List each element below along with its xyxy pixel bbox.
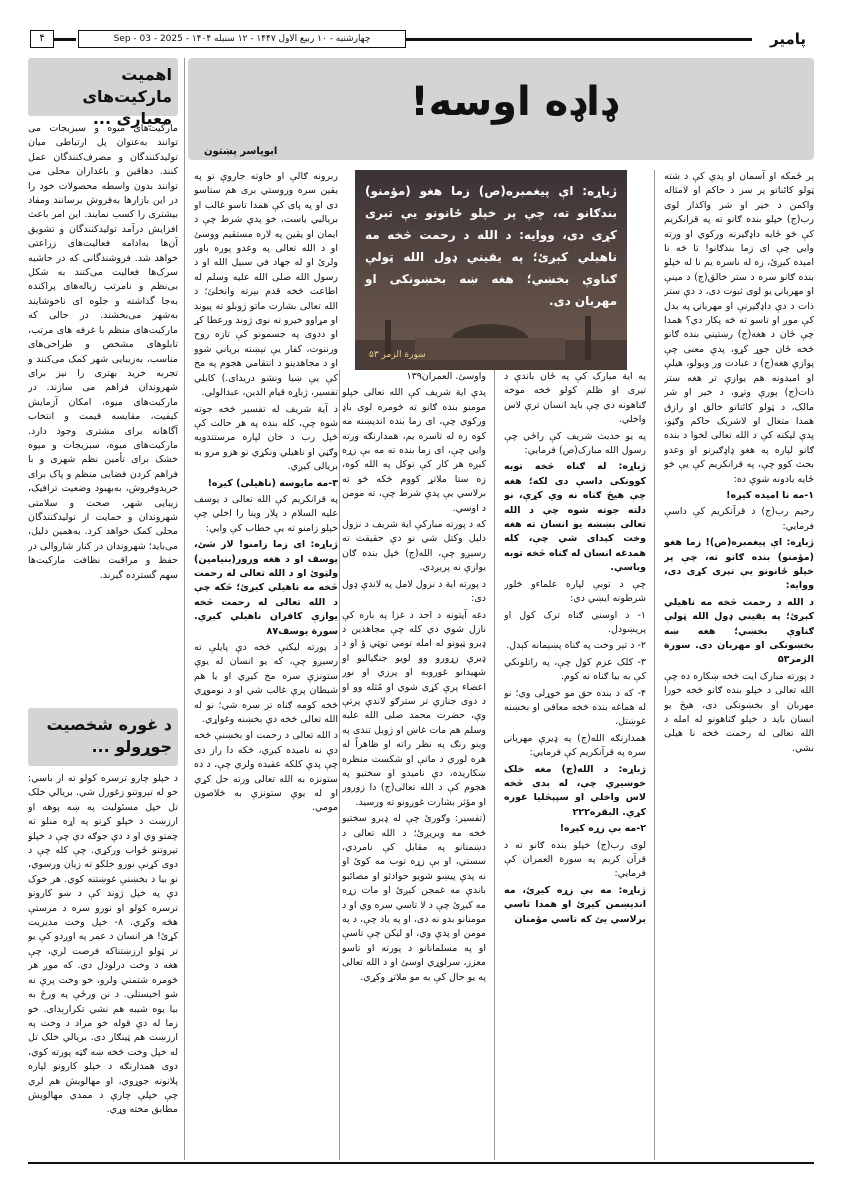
list-item: ۲- د تېر وخت په ګناه پښېمانه کېدل. xyxy=(506,640,646,652)
paragraph: ربرونه ګالې او خاوته جاروې تو په يقين سره وروستي برى هم ستاسو دى او په پاى کې همدا تاسو غالب او برياليي ياست، خو پدې شرط چې د ايمان او يقين په لاره مستقيم ووسئ او د الله تعالى په وعدو پوره باور ولرئ او له جهاد في سبيل الله او د رسول الله صلى الله عليه وسلم له اطاعت څخه قدم بېرته وانخلئ؛ د الله تعالى بشارت ماتو ژوبلو ته پيوند او مړاوو خيرو ته نوى ژوند ورعطا کړ او ددوى په جسمونو کې تازه روح ورننوت، کفار يې تېښته برياني شوو او د مجاهدينو د انتقامي هجوم په مخ کې يې ښيا ونشو دريداى.) کابلي تفسير، ژباړه قيام الدين، عبدالولي. xyxy=(194,171,338,399)
quote-text: ژباړه: اې پيغمبره(ص) زما هغو (مؤمنو) بندګانو ته، چې پر خپلو ځانونو يې تېرى کړى دى، ووايه: د الله د رحمت څخه مه ناهيلي کېږئ؛ په يقيني ډول الله ټولې ګناوې بخښي؛ هغه ښه بخښونکى او مهربان دى. xyxy=(365,184,617,308)
paragraph: پر ځمکه او آسمان او پدې کې د شته ټولو کائناتو پر سر د حاکم او لامثاله واکمن د خير او شر واکدار لوى رب(ج) خپلو بنده ګانو ته په قرانکريم کې څو ځايه داډګيرنه ورکوي او ورته وايي چې اى زما بندګانو! تا څه نا امېده کيږئ، زه له ناسره يم نا له خپلو بنده ګانو سره د ستر خالق(ج) د مينې او مهربانۍ يو لوى ثبوت دى، د دې ستر ذات د دې داډګيرنې او مهربانۍ په بدل کې موږ او تاسو ته څه پکار دي؟ همدا چې ځان د هغه(ج) رښتيني بنده ګانو څخه ځان جوړ کړو، پدې معنى چې پوازې هغه(ج) د عبادت ور وبولو، هيلې او اميدونه هم يوازې تر هغه ستر ذات(ج) پورې وتړو، د خير او شر مالک، د ټولو کائناتو خالق او رازق همدا متعال او لاشريک حاکم وګڼو، پدې ليکنه کې د الله تعالى لخوا د بنده ګانو لپاره په هغو ډاډګيرنو او وعدو بحث کوو چې، په قرانکريم کې يې څو ځايه يادونه شوې ده: xyxy=(664,171,814,485)
paragraph: پدې اية شريف کې الله تعالى خپلو مومنو بنده ګانو ته څومره لوى باډ ورکوي چې، اى زما بنده انديښنه مه کوه زه له تاسره يم، همدارنګه ورته وايي چې، اى زما بنده ته مه بې زړه کيږه هر کار کې توکل په الله کوه، زه ستا ملاتړ کووم څکه څو ته برلاسي يې پدې شرط چې، ته مومن د اوسي. xyxy=(342,387,486,514)
paragraph: واوسئ. العمران۱۳۹ xyxy=(406,371,486,382)
article-column-4 xyxy=(194,170,338,1160)
article-column-3 xyxy=(342,370,486,1160)
paragraph: ژباړه: مه بې زړه کيږئ، مه انديښمن کيږئ او همدا تاسي برلاسي يئ که تاسي مؤمنان xyxy=(504,884,646,925)
paragraph: دغه آيتونه د احد د غزا په باره کې نازل شوي دي کله چې مجاهدين د ډيرو ټپونو له امله تومي توټي ؤ او د ډيرې زړورو وو لويو جنګياليو او شهيدانو غوروبه او پرزي او نور اعضاء پرې کړى شوي او مُثله وو او د دوى جنازې تر سترګو لاندې پرتې وې، حضرت محمد صلى الله عليه وسلم هم مات غاښ او ژوبل تندى په وينو رنګ په نظر راته او ظاهراً له هره لوري د ماتې او شکست منظره ښکاريده، دې ناميدو او سختيو په هجوم کې د الله تعالى(ج) دا زورور او مؤثر بشارت غوږونو ته ورسيد. xyxy=(342,609,486,808)
list-item: ۳- کلک عزم کول چې، په راتلونکي کې به بيا ګناه نه کوم. xyxy=(504,656,646,683)
paragraph: (تفسير: وګورئ چې له ډيرو سختيو څخه مه ويريږئ؛ د الله تعالى د دښمنانو په مقابل کې نامردي، سستي، او بې زړه توب مه کوئ او نه پدې پيښو شويو حوادثو او مصائبو باندې مه غمجن کيږئ او مات زړه مه کيږئ چې د لا تاسي سره وي او د مومنانو بدو نه دى، او په ياد چې، د په مومن او پدې وي، او ليکن چې تاسې او په مسلمانانو د پورته او تاسو معزز، سرلوړي اوسئ او د الله تعالى په يو حال کې به مو ملاتړ وکړي. xyxy=(342,813,486,983)
translation-label: ژباړه: اې پيغمبره(ص)! زما هغو (مؤمنو) بنده ګانو ته، چې پر خپلو ځانونو يې تېرى کړى دى، ووايه: xyxy=(664,537,814,592)
column-divider xyxy=(654,170,655,1160)
sidebar-article: د خپلو چارو ترسره کولو ته ار باسي: خو له تېروتنو زغورل شي. بريالي خلک تل خپل مسئوليت په ښه پوهه او ارزښت د خپلو کړنو په اړه منلو ته چمتو وي او د دې جوګه دي چې د خپلو تېروتنو ځواب ورکړي. چې کله چې د دوى کړنې نورو خلکو ته زيان ورسوي، نو بيا د بخښنې غوښتنه کوي. هر خوک دې په خپل ژوند کې د ښو کارونو ترسره کولو او نورو سره د مرستې هڅه وکړي. ۸- خپل وخت مديريت کړئ! هر انسان د عمر په اوږدو کې يو تر ټولو ارزښتناکه فرصت لري، چې هغه د وخت درلودل دي. که موږ هر څومره شتمني ولرو، خو وخت پرې نه شو اخيستلى. د نن ورځې په ورځ به بيا يوه شيبه هم نشي تکرارېداى. خو زما له دې قوله خو مراد د وخت په ارزښت هم ټينګار دى. بريالي خلک تل له خپل وخت څخه ښه ګټه پورته کوي، دوى همدارنګه د خپلو کارونو لپاره پلانونه جوړوي، او مهالويش هم لري چې خپلې چارې د ممدي مهالويش مطابق مخته وړي. xyxy=(28,773,178,1116)
newspaper-logo: پامیر xyxy=(769,30,806,48)
paragraph: ژباړه: اى زما زامنو! لار شئ، يوسف او د هغه ورور(بنيامين) ولټوئ او د الله تعالى له رحمت څخه مه ناهيلي کيږئ؛ څکه چې د الله تعالى له رحمت څخه يوازې کافران ناهيلي کيږي. سورة يوسف۸۷ xyxy=(194,539,338,637)
sidebar-heading: اهمیت مارکیت‌های معیاری ... xyxy=(82,65,172,128)
list-item: ۴- که د بنده حق مو خوړلى وي؛ نو له هماغه بنده څخه معافي او بخښنه غوښتل. xyxy=(504,687,646,728)
issue-date: چهارشنبه - ۱۰ ربیع الاول ۱۴۴۷ - ۱۲ سنبله ۱۴۰۴ - Sep - 03 - 2025 xyxy=(78,30,406,48)
paragraph: که د پورته مبارکې اية شريف د نزول دليل وکتل شي نو دې حقيقت ته رسيږو چې، الله(ج) څپل بنده ګان يوازې نه پريږدي. xyxy=(342,519,486,574)
header-rule-right xyxy=(406,38,752,41)
paragraph: رحيم رب(ج) د قرآنکريم کې داسې فرمايي: xyxy=(664,506,814,532)
paragraph: د آية شريف له تفسير څخه جوته شوه چې، کله بنده په هر حالت کې څپل رب د خان لپاره مرستندويه وګڼي او ناهيلي ونکړي نو هرو مرو به بريالى کيږي. xyxy=(194,403,338,473)
column-divider xyxy=(494,370,495,1160)
article-title-box xyxy=(188,58,814,160)
article-column-2 xyxy=(504,370,646,1160)
section-heading: ۲-مه بې زړه کېږه! xyxy=(559,823,646,835)
list-item: ۱- د اوسني ګناه ترک کول او پريښودل. xyxy=(504,609,646,635)
sidebar-heading-box xyxy=(28,708,178,766)
sidebar xyxy=(28,58,178,1160)
newspaper-page xyxy=(28,28,814,1166)
column-divider xyxy=(184,58,185,1160)
mosque-skyline-image xyxy=(355,310,627,370)
column-divider xyxy=(339,370,340,1160)
header-rule-left xyxy=(54,38,76,41)
article-title: ډاډه اوسه! xyxy=(410,79,618,125)
paragraph: د پورته اية د نزول لامل په لاندې ډول دى: xyxy=(342,578,486,605)
article-author: ابویاسر پښتون xyxy=(204,146,278,157)
sidebar-heading: د غوره شخصيت جوړولو ... xyxy=(46,715,172,756)
paragraph: په اية مبارک کې په ځان باندې د تيرى او ظلم کولو څخه موخه ګناهونه دي چې بايد انسان ترې لاس واخلي. xyxy=(504,371,646,426)
paragraph: چې د توبې لپاره علماءو څلور شرطونه ايښي دي: xyxy=(504,578,646,605)
paragraph: د پورته مبارک ايت څخه ښکاره ده چې الله تعالى د خپلو بنده ګانو څخه خورا مهربان او بخښونکى دى، هيڅ يو انسان بايد د خپلو ګناهونو له امله د الله تعالى له رحمت څخه نا هيلى نشي. xyxy=(664,670,814,754)
quote-source: سورة الزمر ۵۳ xyxy=(369,350,426,360)
sidebar-article: مارکیت‌های میوه و سبزیجات می توانند به‌عنوان پل ارتباطی میان تولیدکنندگان و مصرف‌کنندگان عمل کنند. دهاقین و باغداران محلی می توانند بدون واسطه محصولات خود را در این بازارها به‌فروش برسانند ومفاد بیشتری را کسب نمایند. این امر باعث افزایش درآمد تولیدکنندگان و تشویق آن‌ها به‌ادامه فعالیت‌های زراعتی خواهد شد. فروشندگانی که در حاشیه سرک‌ها فعالیت می‌کنند به شکل بی‌نظم و نامرتب زباله‌های پراکنده به‌جا گذاشته و جلوه ای ناخوشایند به‌شهر می‌بخشند. در حالی که مارکیت‌های منظم با غرفه های مرتب، تابلوهای مشخص و طراحی‌های مناسب، به‌زیبایی شهر کمک می‌کنند و تجربه خرید بهتری را نیز برای شهروندان فراهم می سازند. در مارکیت‌های میوه، امکان آزمایش کیفیت، مقایسه قیمت و انتخاب آگاهانه برای مشتری وجود دارد. مارکیت‌های میوه، سبزیجات و میوه خشک برای تأمین نظم شهری و با فراهم کردن فضایی منظم و پاک برای خرید‌وفروش، به‌بهبود وضعیت ترافیک، زیبایی شهر، صحت و سلامتی شهروندان و حمایت از تولیدکنندگان محلی کمک خواهد کرد. به‌همین دلیل، می‌باید؛ شهروندان در کنار شاروالی در حفظ و مراقبت نظافت مارکیت‌ها سهم گسترده گیرند. xyxy=(28,123,178,581)
sidebar-heading-box xyxy=(28,58,178,128)
paragraph: د پورته ليکنې څخه دې پايلې ته رسيږو چې، که يو انسان له يوې ستونزې سره مخ کيږي او يا هم شيطان پرې غالب شي او د نوموړي څخه کومه ګناه تر سره شي؛ نو له الله تعالى څخه دې بخښنه وغواړي. xyxy=(194,642,338,726)
quote-box xyxy=(355,170,627,370)
page-number: ۴ xyxy=(30,30,54,48)
section-heading: ۳-مه مایوسه (ناهیلی) کیږه! xyxy=(207,477,338,489)
section-heading: ۱-مه نا امیده کیږه! xyxy=(726,489,814,501)
article-column-1 xyxy=(664,170,814,1160)
page-header xyxy=(28,28,814,50)
paragraph: د الله تعالى د رحمت او بخښنې څخه دې نه ناميده کيږي، څکه دا راز دى چې پدې کلکه عقيده ولري چې، د ده ستونزه به الله تعالى ورته حل کړي او له يوې ستونزې به څلاصون مومي. xyxy=(194,730,338,814)
paragraph: ژباړه: د الله(ج) مغه خلک خوښيږي چې، له بدى څخه لاس واخلي او سپېڅليا غوره کړي. البقره۲۲۲ xyxy=(504,763,646,818)
paragraph: په يو حديث شريف کې راځي چې رسول الله مبارک(ص) فرمايي: xyxy=(504,430,646,457)
paragraph: د الله د رحمت څخه مه ناهيلي کېږئ؛ په يقيني ډول الله ټولې ګناوې بخښي؛ هغه ښه بخښونکى او مهربان دى. سورة الزمر۵۳ xyxy=(664,596,814,666)
page-bottom-rule xyxy=(28,1162,814,1164)
paragraph: په قرانکريم کې الله تعالى د يوسف عليه السلام د پلار وينا را اخلي چې خپلو زامنو ته يې خطاب کې وايي: xyxy=(194,493,338,534)
paragraph: ژباړه: له ګناه څخه توبه کوونکى داسې دى لکه؛ هغه چې هيڅ ګناه نه وي کړې، نو دلته جوته شوه چې د الله تعالى بښښه يو انسان ته هغه وخت کېداى شي چې، کله همدغه انسان له ګناه څخه توبه وباسي. xyxy=(504,461,646,574)
paragraph: لوى رب(ج) خپلو بنده ګانو ته د قرآن کريم په سورة العمران کې فرمايي: xyxy=(504,839,646,880)
paragraph: همدارنګه الله(ج) په ډيرې مهربانۍ سره په قرآنکريم کې فرمايي: xyxy=(504,732,646,759)
